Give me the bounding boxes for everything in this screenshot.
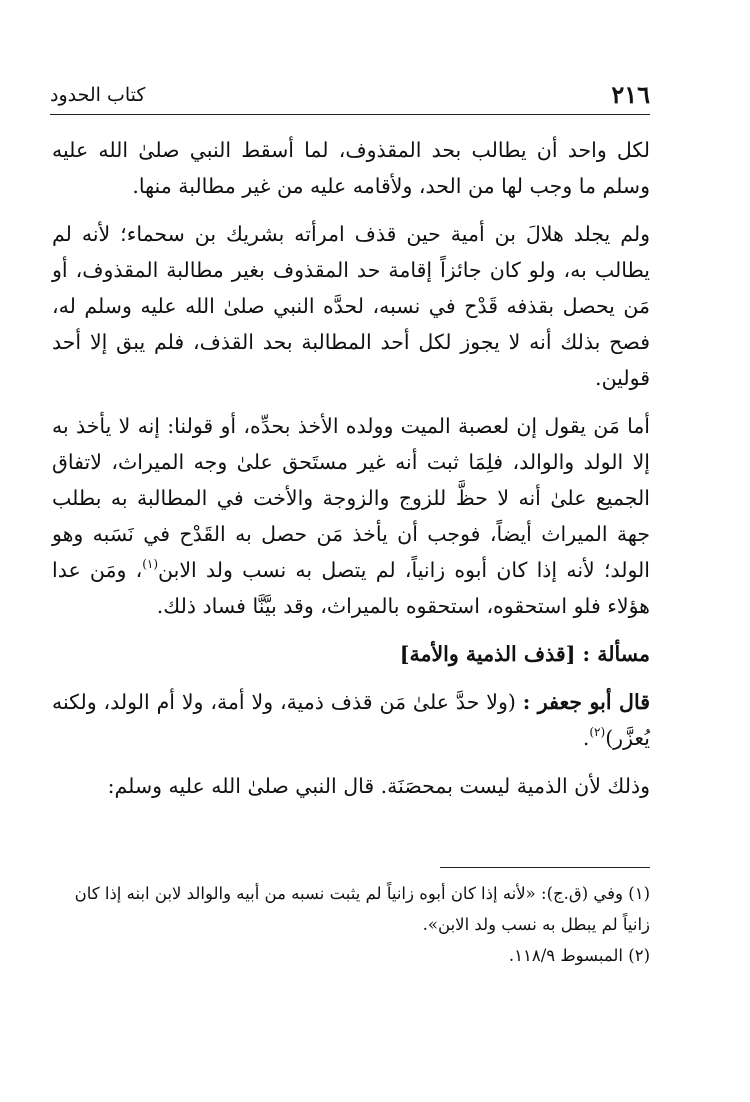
paragraph-2: ولم يجلد هلالَ بن أمية حين قذف امرأته بشريك بن سحماء؛ لأنه لم يطالب به، ولو كان جائزاً إقامة حد المقذوف بغير مطالبة المقذوف، أو مَن يحصل بقذفه قَدْح في نسبه، لحدَّه النبي صلىٰ الله عليه وسلم له، فصح بذلك أنه لا يجوز لكل أحد المطالبة بحد القذف، فلم يبق إلا أحد قولين. <box>52 222 650 390</box>
footnote-divider <box>440 867 650 868</box>
speaker-label: قال أبو جعفر : <box>522 690 650 714</box>
paragraph-3 <box>52 408 650 624</box>
footnote-ref-1: (١) <box>142 557 159 571</box>
running-title: كتاب الحدود <box>50 84 146 106</box>
paragraph-5 <box>52 684 650 756</box>
page-header <box>50 80 650 114</box>
section-heading: مسألة : [قذف الذمية والأمة] <box>399 642 650 666</box>
footnotes <box>52 878 650 971</box>
footnote-ref-2: (٢) <box>589 725 606 739</box>
page-number: ٢١٦ <box>611 80 650 109</box>
main-text <box>52 132 650 804</box>
quote-end: . <box>582 726 590 750</box>
paragraph-1: لكل واحد أن يطالب بحد المقذوف، لما أسقط النبي صلىٰ الله عليه وسلم ما وجب لها من الحد، ولأقامه عليه من غير مطالبة منها. <box>52 138 650 198</box>
paragraph-3-text-end: ، ومَن عدا هؤلاء فلو استحقوه، استحقوه بالميراث، وقد بيَّنَّا فساد ذلك. <box>52 558 650 618</box>
paragraph-3-text: أما مَن يقول إن لعصبة الميت وولده الأخذ بحدِّه، أو قولنا: إنه لا يأخذ به إلا الولد والوالد، فلِمَا ثبت أنه غير مستَحق علىٰ وجه الميراث، لاتفاق الجميع علىٰ أنه لا حظَّ للزوج والزوجة والأخت في المطالبة به بطلب جهة الميراث أيضاً، فوجب أن يأخذ مَن حصل به القَدْح في نَسَبه وهو الولد؛ لأنه إذا كان أبوه زانياً، لم يتصل به نسب ولد الابن <box>52 414 650 582</box>
footnote-1: (١) وفي (ق.ج): «لأنه إذا كان أبوه زانياً لم يثبت نسبه من أبيه والوالد لابن ابنه إذا كان زانياً لم يبطل به نسب ولد الابن». <box>74 884 650 934</box>
header-divider <box>50 114 650 115</box>
footnote-2: (٢) المبسوط ١١٨/٩. <box>508 946 650 965</box>
paragraph-6: وذلك لأن الذمية ليست بمحصَنَة. قال النبي صلىٰ الله عليه وسلم: <box>107 774 650 798</box>
quote-text: (ولا حدَّ علىٰ مَن قذف ذمية، ولا أمة، ولا أم الولد، ولكنه يُعزَّر) <box>52 690 650 750</box>
